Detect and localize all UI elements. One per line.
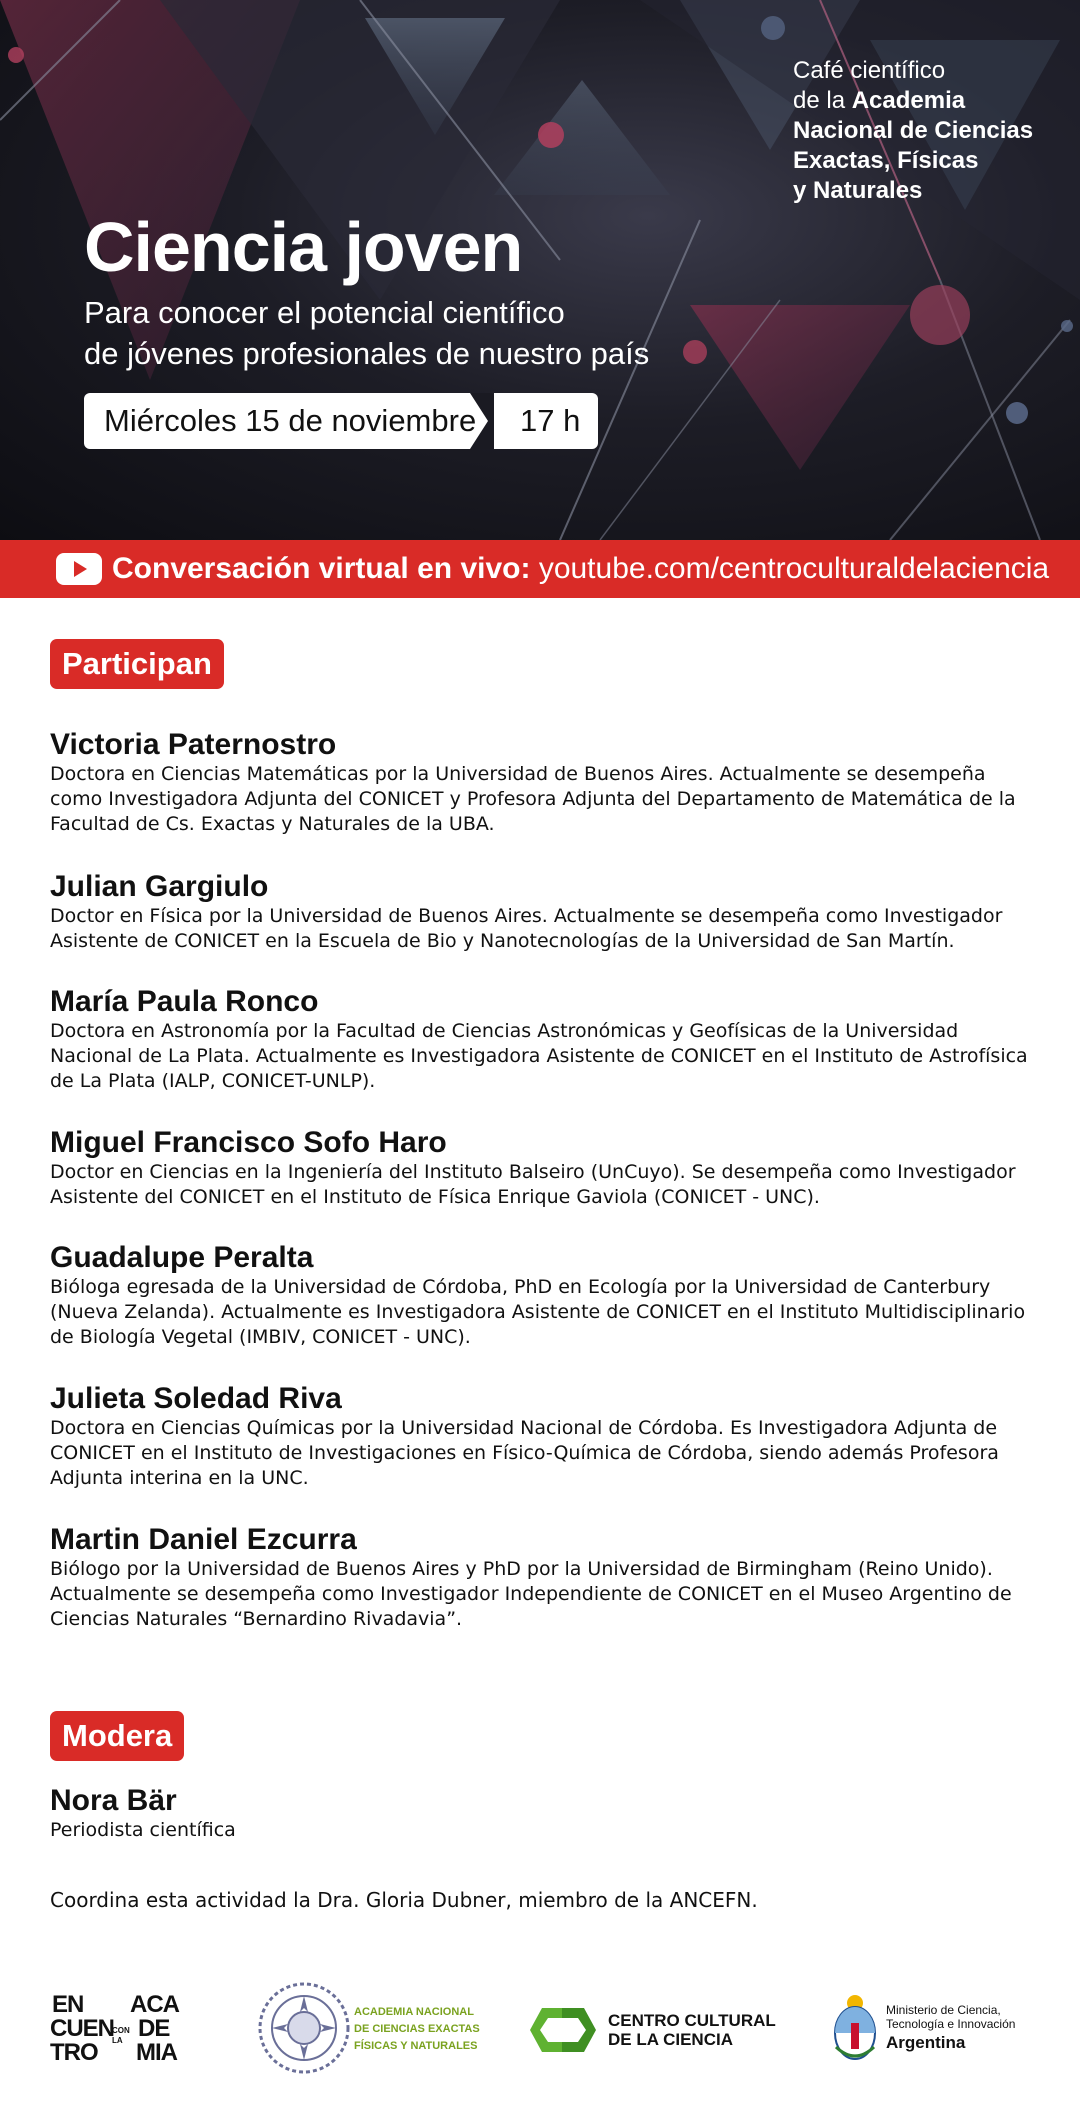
cafe-line-2-bold: Academia <box>851 87 966 114</box>
ccc-logo-line-1: CENTRO CULTURAL <box>608 2011 776 2030</box>
ministerio-logo-line-3: Argentina <box>886 2033 966 2052</box>
participant-bio: Doctora en Ciencias Químicas por la Universidad Nacional de Córdoba. Es Investigadora Adjunta de CONICET en el Instituto de Investigaciones en Físico-Química de Córdoba, siendo además Profesora Adjunta interina en la UNC. <box>50 1417 999 1489</box>
ministerio-logo-line-2: Tecnología e Innovación <box>886 2017 1016 2031</box>
ccc-logo-line-2: DE LA CIENCIA <box>608 2030 733 2049</box>
participant-item <box>50 870 1030 954</box>
encuentro-logo-part-2: CUEN <box>50 2015 115 2042</box>
academia-nacional-logo <box>256 1980 480 2076</box>
argentina-shield-icon <box>832 1993 878 2063</box>
hero-banner <box>0 0 1080 540</box>
academia-logo-line-3: FÍSICAS Y NATURALES <box>354 2040 478 2052</box>
encuentro-logo-part-5: DE <box>138 2015 170 2042</box>
youtube-icon <box>56 553 102 585</box>
ministerio-logo-line-1: Ministerio de Ciencia, <box>886 2003 1001 2017</box>
participant-item <box>50 985 1030 1094</box>
participant-name: Martin Daniel Ezcurra <box>50 1523 357 1556</box>
live-stream-url[interactable]: youtube.com/centroculturaldelaciencia <box>538 552 1050 585</box>
participant-bio: Biólogo por la Universidad de Buenos Aires y PhD por la Universidad de Birmingham (Reino Unido). Actualmente se desempeña como Investigador Independiente de CONICET en el Museo Argentino de Ciencias Naturales “Bernardino Rivadavia”. <box>50 1558 1012 1630</box>
live-stream-label: Conversación virtual en vivo: <box>112 552 531 585</box>
moderator-item <box>50 1784 1030 1843</box>
moderator-name: Nora Bär <box>50 1784 177 1817</box>
event-date: Miércoles 15 de noviembre <box>84 393 492 449</box>
participant-item <box>50 1382 1030 1491</box>
participant-bio: Bióloga egresada de la Universidad de Córdoba, PhD en Ecología por la Universidad de Canterbury (Nueva Zelanda). Actualmente es Investigadora Asistente de CONICET en el Instituto Multidisciplinario de Biología Vegetal (IMBIV, CONICET - UNC). <box>50 1276 1026 1348</box>
encuentro-logo-part-1: EN <box>52 1991 84 2018</box>
academia-logo-line-1: ACADEMIA NACIONAL <box>354 2006 474 2018</box>
participant-name: María Paula Ronco <box>50 985 319 1018</box>
encuentro-logo-con: CON <box>112 2026 130 2035</box>
participant-name: Miguel Francisco Sofo Haro <box>50 1126 447 1159</box>
encuentro-logo-part-4: ACA <box>130 1991 179 2018</box>
cafe-line-1: Café científico <box>793 57 946 84</box>
cafe-line-4: Exactas, Físicas <box>793 147 979 174</box>
centro-cultural-ciencia-logo <box>530 2008 776 2052</box>
subtitle-line-1: Para conocer el potencial científico <box>84 295 565 330</box>
ministerio-ciencia-logo <box>832 1993 1032 2063</box>
participant-item <box>50 1126 1030 1210</box>
live-stream-banner[interactable] <box>0 540 1080 598</box>
academia-seal-icon <box>256 1980 352 2076</box>
participant-item <box>50 1241 1030 1350</box>
moderator-role: Periodista científica <box>50 1819 236 1841</box>
live-stream-text <box>112 540 1049 598</box>
cafe-line-2 <box>793 86 1063 116</box>
event-time: 17 h <box>494 393 598 449</box>
participant-name: Guadalupe Peralta <box>50 1241 314 1274</box>
encuentro-logo-part-3: TRO <box>50 2039 98 2066</box>
participants-heading: Participan <box>50 639 224 689</box>
academia-logo-line-2: DE CIENCIAS EXACTAS <box>354 2023 480 2035</box>
participant-bio: Doctora en Astronomía por la Facultad de Ciencias Astronómicas y Geofísicas de la Universidad Nacional de La Plata. Actualmente es Investigadora Asistente de CONICET en el Instituto de Astrofísica de La Plata (IALP, CONICET-UNLP). <box>50 1020 1028 1092</box>
cafe-line-3: Nacional de Ciencias <box>793 117 1034 144</box>
participant-bio: Doctor en Ciencias en la Ingeniería del Instituto Balseiro (UnCuyo). Se desempeña como Investigador Asistente del CONICET en el Instituto de Física Enrique Gaviola (CONICET - UNC). <box>50 1161 1016 1208</box>
moderator-heading: Modera <box>50 1711 184 1761</box>
participant-bio: Doctora en Ciencias Matemáticas por la Universidad de Buenos Aires. Actualmente se desempeña como Investigadora Adjunta del CONICET y Profesora Adjunta del Departamento de Matemática de la Facultad de Cs. Exactas y Naturales de la UBA. <box>50 763 1016 835</box>
participant-item <box>50 728 1030 837</box>
encuentro-logo-part-6: MIA <box>136 2039 177 2066</box>
cafe-cientifico-label <box>793 56 1063 206</box>
encuentro-logo-la: LA <box>112 2036 123 2045</box>
page-subtitle <box>84 292 784 374</box>
participant-item <box>50 1523 1030 1632</box>
participant-name: Julieta Soledad Riva <box>50 1382 342 1415</box>
ccc-symbol-icon <box>530 2008 596 2052</box>
participant-bio: Doctor en Física por la Universidad de Buenos Aires. Actualmente se desempeña como Investigador Asistente de CONICET en la Escuela de Bio y Nanotecnologías de la Universidad de San Martín. <box>50 905 1003 952</box>
participant-name: Julian Gargiulo <box>50 870 269 903</box>
subtitle-line-2: de jóvenes profesionales de nuestro país <box>84 336 650 371</box>
encuentro-academia-logo <box>50 1993 190 2067</box>
cafe-line-2-pre: de la <box>793 87 852 114</box>
cafe-line-5: y Naturales <box>793 177 923 204</box>
participant-name: Victoria Paternostro <box>50 728 337 761</box>
page-title: Ciencia joven <box>84 208 523 286</box>
coordination-note: Coordina esta actividad la Dra. Gloria Dubner, miembro de la ANCEFN. <box>50 1888 758 1912</box>
